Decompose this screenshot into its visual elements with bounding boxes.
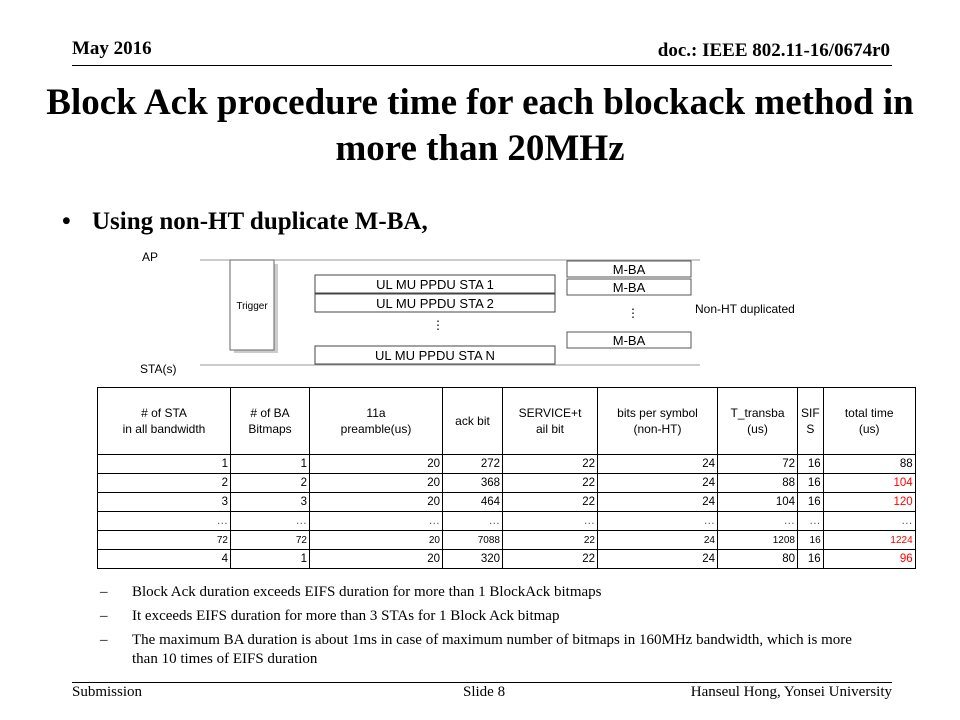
header-doc-id: doc.: IEEE 802.11-16/0674r0 (657, 40, 890, 61)
table-cell: 464 (443, 493, 503, 512)
table-cell: 20 (310, 474, 443, 493)
footer-divider (72, 682, 892, 683)
sub-bullet-list (100, 583, 860, 674)
table-cell: 320 (443, 550, 503, 569)
col-header: 11a preamble(us) (310, 388, 443, 455)
ul-stan-label: UL MU PPDU STA N (375, 348, 495, 363)
table-cell-highlight: 1224 (823, 531, 915, 550)
table-cell: 72 (231, 531, 310, 550)
table-cell: 88 (718, 474, 798, 493)
table-cell: 1 (231, 455, 310, 474)
footer-submission: Submission (72, 684, 143, 700)
dash-marker: – (100, 632, 108, 648)
table-cell: 22 (503, 474, 598, 493)
table-cell: … (310, 512, 443, 531)
table-cell: 2 (231, 474, 310, 493)
ul-sta1-label: UL MU PPDU STA 1 (376, 277, 494, 292)
col-header: bits per symbol (non-HT) (598, 388, 718, 455)
mba-label-1: M-BA (612, 262, 646, 277)
table-cell: 16 (798, 455, 824, 474)
table-cell: 4 (98, 550, 231, 569)
ba-time-table (97, 387, 916, 569)
table-cell: 24 (598, 493, 718, 512)
table-row (98, 493, 916, 512)
table-row (98, 531, 916, 550)
sub-bullet (100, 583, 860, 602)
footer-slide-number: Slide 8 (463, 684, 506, 700)
table-cell: 22 (503, 455, 598, 474)
col-header: T_transba (us) (718, 388, 798, 455)
table-cell: 24 (598, 474, 718, 493)
table-cell: 1208 (718, 531, 798, 550)
table-cell: … (823, 512, 915, 531)
table-cell: 22 (503, 531, 598, 550)
sub-bullet-text: The maximum BA duration is about 1ms in case of maximum number of bitmaps in 160MHz bandwidth, which is more than 10 times of EIFS duration (132, 632, 852, 667)
table-row (98, 512, 916, 531)
table-cell: 24 (598, 531, 718, 550)
dash-marker: – (100, 608, 108, 624)
table-cell: … (718, 512, 798, 531)
mba-label-n: M-BA (612, 333, 646, 348)
footer-author: Hanseul Hong, Yonsei University (690, 684, 892, 700)
mba-ellipsis: ⋮ (627, 306, 639, 320)
dash-marker: – (100, 584, 108, 600)
header-divider (72, 65, 892, 66)
table-cell-highlight: 96 (823, 550, 915, 569)
sub-bullet-text: It exceeds EIFS duration for more than 3 STAs for 1 Block Ack bitmap (132, 608, 560, 624)
table-cell: 80 (718, 550, 798, 569)
table-cell: 16 (798, 474, 824, 493)
main-bullet-text: Using non-HT duplicate M-BA, (92, 208, 428, 235)
table-cell: 72 (718, 455, 798, 474)
table-cell: 88 (823, 455, 915, 474)
table-row (98, 455, 916, 474)
col-header: SERVICE+t ail bit (503, 388, 598, 455)
slide-title: Block Ack procedure time for each blockack method in more than 20MHz (46, 82, 914, 169)
table-row (98, 474, 916, 493)
main-bullet (62, 208, 428, 236)
table-cell: 272 (443, 455, 503, 474)
col-header: # of STA in all bandwidth (98, 388, 231, 455)
col-header: SIF S (798, 388, 824, 455)
ap-label: AP (142, 250, 159, 264)
table-cell: 72 (98, 531, 231, 550)
mba-label-2: M-BA (612, 280, 646, 295)
table-cell: 104 (718, 493, 798, 512)
ba-procedure-diagram (130, 245, 830, 380)
table-cell: 2 (98, 474, 231, 493)
table-cell: 24 (598, 455, 718, 474)
table-cell: 20 (310, 493, 443, 512)
table-cell: … (798, 512, 824, 531)
table-cell: 22 (503, 493, 598, 512)
table-cell: 3 (98, 493, 231, 512)
table-cell: 1 (231, 550, 310, 569)
table-cell: … (598, 512, 718, 531)
table-cell-highlight: 104 (823, 474, 915, 493)
ul-ellipsis: ⋮ (432, 318, 444, 332)
table-cell: … (231, 512, 310, 531)
table-cell-highlight: 120 (823, 493, 915, 512)
table-cell: 20 (310, 455, 443, 474)
col-header: # of BA Bitmaps (231, 388, 310, 455)
table-cell: 24 (598, 550, 718, 569)
sub-bullet (100, 631, 860, 669)
table-cell: … (443, 512, 503, 531)
col-header: total time (us) (823, 388, 915, 455)
table-cell: 20 (310, 550, 443, 569)
table-cell: 7088 (443, 531, 503, 550)
table-cell: 1 (98, 455, 231, 474)
table-cell: 16 (798, 550, 824, 569)
ul-sta2-label: UL MU PPDU STA 2 (376, 296, 494, 311)
table-header-row (98, 388, 916, 455)
table-cell: … (503, 512, 598, 531)
sub-bullet (100, 607, 860, 626)
table-cell: … (98, 512, 231, 531)
table-cell: 16 (798, 493, 824, 512)
table-cell: 16 (798, 531, 824, 550)
table-cell: 22 (503, 550, 598, 569)
table-cell: 368 (443, 474, 503, 493)
table-cell: 20 (310, 531, 443, 550)
non-ht-duplicated-label: Non-HT duplicated (695, 302, 795, 316)
sub-bullet-text: Block Ack duration exceeds EIFS duration for more than 1 BlockAck bitmaps (132, 584, 602, 600)
trigger-label: Trigger (236, 301, 268, 312)
bullet-dot: • (62, 208, 71, 235)
col-header: ack bit (443, 388, 503, 455)
header-date: May 2016 (72, 38, 152, 59)
table-cell: 3 (231, 493, 310, 512)
table-row (98, 550, 916, 569)
sta-label: STA(s) (140, 362, 177, 376)
